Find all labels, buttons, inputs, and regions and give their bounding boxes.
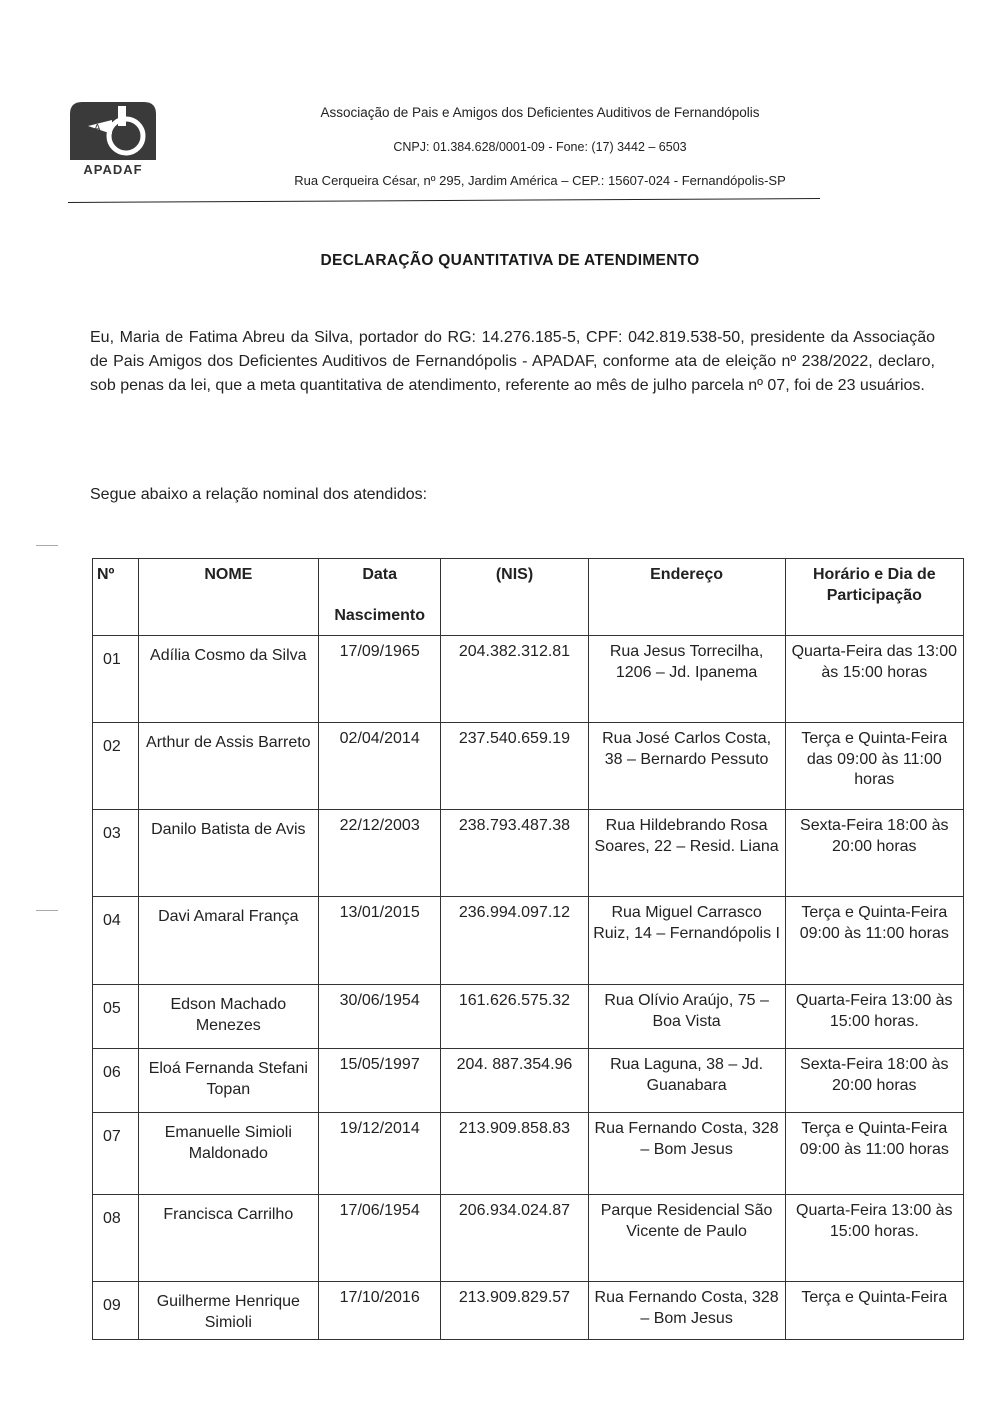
cell-horario: Terça e Quinta-Feira 09:00 às 11:00 horas — [785, 897, 963, 985]
cell-num: 05 — [93, 985, 139, 1049]
table-row — [93, 1282, 964, 1340]
cell-nis: 204. 887.354.96 — [441, 1049, 588, 1113]
cell-nome: Eloá Fernanda Stefani Topan — [138, 1049, 318, 1113]
cell-nis: 237.540.659.19 — [441, 723, 588, 810]
cell-nome: Guilherme Henrique Simioli — [138, 1282, 318, 1340]
cell-data: 17/10/2016 — [319, 1282, 441, 1340]
cell-horario: Terça e Quinta-Feira 09:00 às 11:00 horas — [785, 1113, 963, 1195]
cell-num: 04 — [93, 897, 139, 985]
cell-endereco: Rua Hildebrando Rosa Soares, 22 – Resid. Liana — [588, 810, 785, 897]
col-data-line1: Data — [362, 566, 398, 583]
cell-num: 01 — [93, 636, 139, 723]
table-row — [93, 1195, 964, 1282]
cell-endereco: Rua Fernando Costa, 328 – Bom Jesus — [588, 1282, 785, 1340]
col-data — [319, 559, 441, 636]
punch-mark — [36, 910, 58, 911]
declaration-paragraph: Eu, Maria de Fatima Abreu da Silva, portador do RG: 14.276.185-5, CPF: 042.819.538-50, presidente da Associação de Pais Amigos dos Deficientes Auditivos de Fernandópolis - APADAF, conforme ata de eleição nº 238/2022, declaro, sob penas da lei, que a meta quantitativa de atendimento, referente ao mês de julho parcela nº 07, foi de 23 usuários. — [90, 329, 935, 394]
header-divider — [68, 198, 820, 203]
page-title: DECLARAÇÃO QUANTITATIVA DE ATENDIMENTO — [320, 252, 700, 269]
cell-data: 15/05/1997 — [319, 1049, 441, 1113]
cell-num: 02 — [93, 723, 139, 810]
cell-nome: Edson Machado Menezes — [138, 985, 318, 1049]
cell-endereco: Rua Jesus Torrecilha, 1206 – Jd. Ipanema — [588, 636, 785, 723]
org-logo — [68, 100, 158, 178]
table-header-row — [93, 559, 964, 636]
cell-nis: 213.909.829.57 — [441, 1282, 588, 1340]
punch-mark — [36, 545, 58, 546]
col-data-line2: Nascimento — [334, 606, 426, 624]
cell-nome: Francisca Carrilho — [138, 1195, 318, 1282]
cell-nome: Adília Cosmo da Silva — [138, 636, 318, 723]
cell-nis: 206.934.024.87 — [441, 1195, 588, 1282]
cell-num: 06 — [93, 1049, 139, 1113]
cell-num: 03 — [93, 810, 139, 897]
cell-endereco: Parque Residencial São Vicente de Paulo — [588, 1195, 785, 1282]
cell-num: 07 — [93, 1113, 139, 1195]
logo-text: APADAF — [83, 162, 143, 177]
cell-nis: 204.382.312.81 — [441, 636, 588, 723]
cell-data: 17/06/1954 — [319, 1195, 441, 1282]
cell-data: 30/06/1954 — [319, 985, 441, 1049]
cell-horario: Sexta-Feira 18:00 às 20:00 horas — [785, 1049, 963, 1113]
table-row — [93, 1049, 964, 1113]
cell-horario: Quarta-Feira 13:00 às 15:00 horas. — [785, 985, 963, 1049]
col-num: Nº — [93, 559, 139, 636]
cell-endereco: Rua Miguel Carrasco Ruiz, 14 – Fernandópolis I — [588, 897, 785, 985]
cell-nome: Danilo Batista de Avis — [138, 810, 318, 897]
cell-endereco: Rua Fernando Costa, 328 – Bom Jesus — [588, 1113, 785, 1195]
table-row — [93, 636, 964, 723]
col-nis: (NIS) — [441, 559, 588, 636]
attendees-table-wrap — [92, 558, 962, 1340]
col-nome: NOME — [138, 559, 318, 636]
svg-text:A: A — [94, 123, 101, 134]
cell-nome: Emanuelle Simioli Maldonado — [138, 1113, 318, 1195]
cell-num: 09 — [93, 1282, 139, 1340]
attendees-table — [92, 558, 964, 1340]
cell-horario: Terça e Quinta-Feira das 09:00 às 11:00 horas — [785, 723, 963, 810]
cell-horario: Sexta-Feira 18:00 às 20:00 horas — [785, 810, 963, 897]
org-name: Associação de Pais e Amigos dos Deficientes Auditivos de Fernandópolis — [320, 105, 760, 120]
cell-data: 17/09/1965 — [319, 636, 441, 723]
cell-endereco: Rua Olívio Araújo, 75 – Boa Vista — [588, 985, 785, 1049]
cell-data: 13/01/2015 — [319, 897, 441, 985]
table-row — [93, 1113, 964, 1195]
cell-data: 22/12/2003 — [319, 810, 441, 897]
col-horario: Horário e Dia de Participação — [785, 559, 963, 636]
logo-ear-icon — [68, 100, 158, 162]
cell-horario: Terça e Quinta-Feira — [785, 1282, 963, 1340]
cell-nome: Arthur de Assis Barreto — [138, 723, 318, 810]
cell-data: 19/12/2014 — [319, 1113, 441, 1195]
cell-nome: Davi Amaral França — [138, 897, 318, 985]
cell-horario: Quarta-Feira 13:00 às 15:00 horas. — [785, 1195, 963, 1282]
org-cnpj: CNPJ: 01.384.628/0001-09 - Fone: (17) 3442 – 6503 — [393, 140, 687, 154]
cell-horario: Quarta-Feira das 13:00 às 15:00 horas — [785, 636, 963, 723]
table-row — [93, 723, 964, 810]
table-row — [93, 897, 964, 985]
cell-nis: 161.626.575.32 — [441, 985, 588, 1049]
cell-nis: 236.994.097.12 — [441, 897, 588, 985]
cell-nis: 213.909.858.83 — [441, 1113, 588, 1195]
cell-num: 08 — [93, 1195, 139, 1282]
cell-endereco: Rua José Carlos Costa, 38 – Bernardo Pessuto — [588, 723, 785, 810]
org-address: Rua Cerqueira César, nº 295, Jardim América – CEP.: 15607-024 - Fernandópolis-SP — [294, 173, 786, 188]
list-intro: Segue abaixo a relação nominal dos atendidos: — [90, 486, 428, 503]
table-row — [93, 810, 964, 897]
table-row — [93, 985, 964, 1049]
cell-nis: 238.793.487.38 — [441, 810, 588, 897]
col-endereco: Endereço — [588, 559, 785, 636]
cell-data: 02/04/2014 — [319, 723, 441, 810]
cell-endereco: Rua Laguna, 38 – Jd. Guanabara — [588, 1049, 785, 1113]
